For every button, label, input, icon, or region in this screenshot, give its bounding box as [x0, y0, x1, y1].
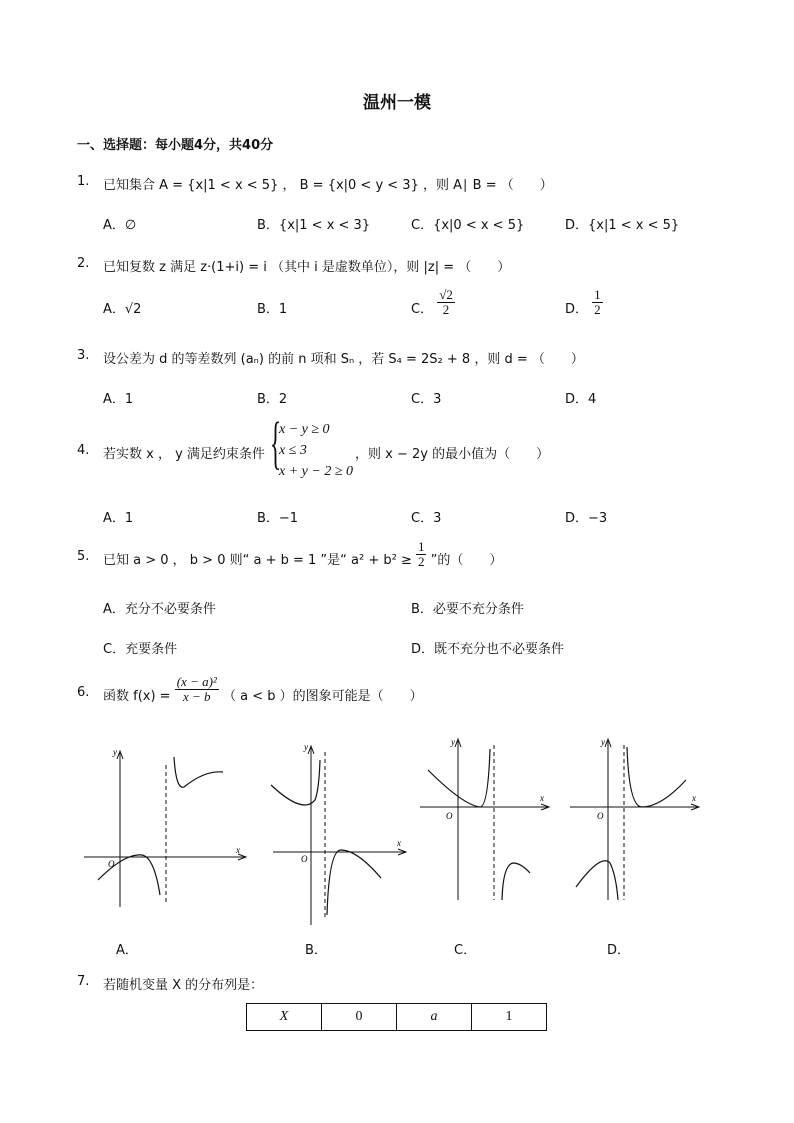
q3-number: 3.: [77, 348, 90, 363]
q4-constraint-2: x ≤ 3: [279, 443, 307, 458]
q1-option-d: D．{x|1 < x < 5}: [565, 218, 680, 233]
q2-option-d-label: D．: [565, 302, 589, 317]
graph-d-origin: O: [597, 811, 604, 821]
q6-option-d: D．: [607, 943, 631, 958]
q2-option-d-numerator: 1: [594, 287, 601, 303]
q2-option-c-denominator: 2: [442, 302, 450, 317]
q7-number: 7.: [77, 974, 90, 989]
q5-number: 5.: [77, 549, 90, 564]
graph-d-curve-left: [576, 861, 618, 900]
q3-option-d: D．4: [565, 392, 597, 407]
q6-fraction-numerator: (x − a)²: [176, 674, 217, 690]
q4-option-a: A．1: [103, 511, 134, 526]
graph-c-x-label: x: [540, 793, 544, 803]
q4-brace: {: [270, 410, 282, 475]
graph-b: [265, 740, 415, 930]
q5-option-b: B．必要不充分条件: [411, 602, 524, 617]
q1-option-b: B．{x|1 < x < 3}: [257, 218, 371, 233]
distribution-table: [246, 1003, 547, 1031]
q2-option-b: B．1: [257, 302, 288, 317]
q5-stem: [103, 539, 503, 569]
graph-b-x-label: x: [397, 838, 401, 848]
table-row: [247, 1004, 547, 1031]
q6-fraction: [175, 675, 219, 703]
q5-option-d: D．既不充分也不必要条件: [411, 642, 565, 657]
q5-stem-pre: 已知 a > 0 ， b > 0 则“ a + b = 1 ”是“ a² + b² ≥: [103, 553, 412, 568]
q2-option-c-fraction: [437, 288, 455, 316]
graph-a-y-label: y: [113, 747, 117, 757]
q5-stem-post: ”的（ ）: [430, 553, 503, 568]
q1-stem: 已知集合 A = {x|1 < x < 5} ， B = {x|0 < y < 3} ，则 A∣ B = （ ）: [103, 178, 553, 193]
table-cell-a: a: [397, 1004, 472, 1031]
graph-a-x-label: x: [236, 845, 240, 855]
q2-option-d: [565, 287, 603, 317]
q6-option-b: B．: [305, 943, 327, 958]
graph-a-origin: O: [108, 859, 115, 869]
q1-option-a: A．∅: [103, 218, 137, 233]
q1-option-c: C．{x|0 < x < 5}: [411, 218, 525, 233]
q6-stem-post: （ a < b ）的图象可能是（ ）: [222, 689, 423, 704]
q6-fraction-denominator: x − b: [183, 689, 211, 704]
graph-c: [418, 735, 558, 905]
q5-fraction-denominator: 2: [417, 554, 425, 569]
q6-stem-pre: 函数 f(x) =: [103, 689, 171, 704]
q3-stem: 设公差为 d 的等差数列 (aₙ) 的前 n 项和 Sₙ ，若 S₄ = 2S₂ + 8 ，则 d = （ ）: [103, 352, 584, 367]
table-cell-0: 0: [322, 1004, 397, 1031]
graph-d-y-label: y: [601, 737, 605, 747]
graph-d-x-label: x: [692, 793, 696, 803]
graph-b-origin: O: [301, 854, 308, 864]
graph-c-curve-left: [428, 749, 490, 807]
q4-stem-pre: 若实数 x ， y 满足约束条件: [103, 447, 265, 462]
graph-c-y-label: y: [451, 737, 455, 747]
q4-constraint-3: x + y − 2 ≥ 0: [279, 464, 354, 479]
q2-number: 2.: [77, 256, 90, 271]
graph-c-origin: O: [446, 811, 453, 821]
graph-a-curve-right: [174, 757, 223, 787]
graph-d-curve-right: [627, 747, 686, 807]
table-cell-x: X: [247, 1004, 322, 1031]
q6-stem: [103, 674, 423, 704]
page-title: 温州一模: [363, 93, 431, 113]
q2-option-a: A．√2: [103, 302, 142, 317]
q2-option-c-label: C．: [411, 302, 434, 317]
q4-number: 4.: [77, 443, 90, 458]
q6-number: 6.: [77, 685, 90, 700]
q5-option-a: A．充分不必要条件: [103, 602, 216, 617]
q4-stem-post: ，则 x − 2y 的最小值为（ ）: [355, 447, 550, 462]
graph-b-y-label: y: [304, 742, 308, 752]
q2-option-c: [411, 287, 455, 317]
q5-fraction: [416, 540, 427, 568]
graph-d: [566, 735, 706, 905]
q5-fraction-numerator: 1: [417, 539, 425, 555]
graph-b-curve-left: [271, 760, 320, 805]
q3-option-b: B．2: [257, 392, 288, 407]
q2-option-d-fraction: [592, 288, 603, 316]
q2-option-c-numerator: √2: [439, 287, 453, 303]
table-cell-1: 1: [472, 1004, 547, 1031]
q4-constraint-1: x − y ≥ 0: [279, 422, 330, 437]
q6-option-c: C．: [454, 943, 477, 958]
q2-stem: 已知复数 z 满足 z·(1+i) = i （其中 i 是虚数单位），则 |z| = （ ）: [103, 260, 511, 275]
graph-a: [80, 745, 250, 915]
q3-option-a: A．1: [103, 392, 134, 407]
section-heading: 一、选择题：每小题4分，共40分: [77, 138, 274, 153]
q6-option-a: A．: [116, 943, 138, 958]
graph-b-curve-right: [327, 850, 381, 915]
q5-option-c: C．充要条件: [103, 642, 178, 657]
q4-option-d: D．−3: [565, 511, 608, 526]
q7-stem: 若随机变量 X 的分布列是：: [103, 978, 264, 993]
q1-number: 1.: [77, 174, 90, 189]
graph-c-curve-right: [502, 863, 530, 900]
q2-option-d-denominator: 2: [594, 302, 601, 317]
q4-option-c: C．3: [411, 511, 442, 526]
q3-option-c: C．3: [411, 392, 442, 407]
q4-option-b: B．−1: [257, 511, 299, 526]
